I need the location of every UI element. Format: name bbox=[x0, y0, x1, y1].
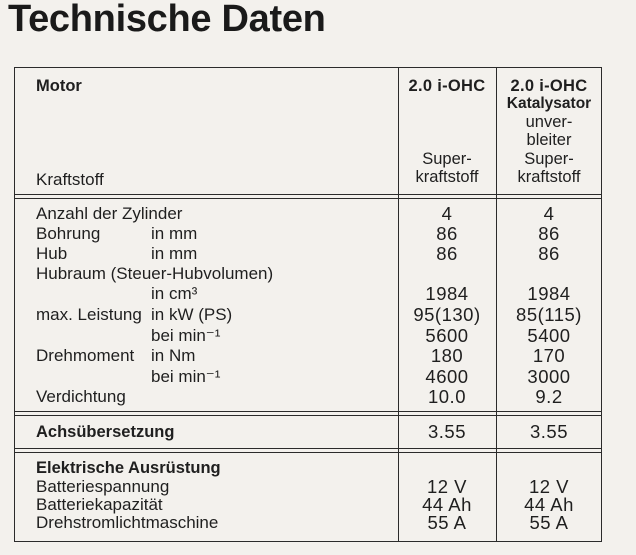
value-col-2: 44 Ah bbox=[524, 494, 574, 515]
value-col-2: 55 A bbox=[529, 512, 569, 533]
row-axle-ratio bbox=[0, 422, 636, 442]
value-col-2: 9.2 bbox=[535, 386, 563, 407]
row-bore bbox=[0, 224, 636, 244]
value-col-2: 85(115) bbox=[516, 304, 582, 325]
row-label: Bohrung bbox=[36, 224, 101, 243]
value-col-2: 12 V bbox=[528, 476, 570, 497]
row-unit: in cm³ bbox=[151, 284, 198, 303]
row-stroke bbox=[0, 244, 636, 264]
value-col-2: 86 bbox=[538, 243, 560, 264]
row-unit: in mm bbox=[151, 244, 198, 263]
value-col-2: 86 bbox=[538, 223, 560, 244]
electrical-heading: Elektrische Ausrüstung bbox=[36, 459, 221, 477]
value-col-1: 5600 bbox=[425, 325, 469, 346]
row-label: Hubraum (Steuer-Hubvolumen) bbox=[36, 264, 274, 283]
axle-label: Achsübersetzung bbox=[36, 423, 175, 441]
column-1-fuel-line: kraftstoff bbox=[415, 168, 479, 186]
value-col-1: 1984 bbox=[425, 283, 469, 304]
row-displacement bbox=[0, 284, 636, 304]
value-col-2: 5400 bbox=[527, 325, 571, 346]
row-torque-rpm bbox=[0, 367, 636, 387]
value-col-1: 4 bbox=[441, 203, 453, 224]
row-label: Hub bbox=[36, 244, 68, 263]
row-power-rpm bbox=[0, 326, 636, 346]
row-displacement-label bbox=[0, 264, 636, 284]
column-2-fuel-line: unver- bbox=[525, 113, 573, 131]
engine-separator bbox=[14, 411, 602, 416]
value-col-1: 86 bbox=[436, 243, 458, 264]
column-2-fuel-line: bleiter bbox=[526, 131, 572, 149]
value-col-1: 86 bbox=[436, 223, 458, 244]
value-col-1: 55 A bbox=[427, 512, 467, 533]
column-2-variant: Katalysator bbox=[506, 95, 592, 112]
value-col-2: 170 bbox=[532, 345, 566, 366]
row-label: Drehstromlichtmaschine bbox=[36, 513, 219, 532]
electrical-heading-row bbox=[0, 458, 636, 478]
row-label: Batteriekapazität bbox=[36, 495, 163, 514]
row-unit: bei min⁻¹ bbox=[151, 326, 221, 345]
column-2-fuel-line: kraftstoff bbox=[517, 168, 581, 186]
column-2-model: 2.0 i-OHC bbox=[510, 77, 588, 95]
row-unit: in mm bbox=[151, 224, 198, 243]
row-label: Verdichtung bbox=[36, 387, 126, 406]
value-col-1: 3.55 bbox=[427, 421, 466, 442]
row-unit: in Nm bbox=[151, 346, 196, 365]
value-col-1: 10.0 bbox=[427, 386, 466, 407]
column-1-fuel-line: Super- bbox=[422, 150, 472, 168]
row-label: max. Leistung bbox=[36, 305, 142, 324]
value-col-2: 3000 bbox=[527, 366, 571, 387]
value-col-2: 4 bbox=[543, 203, 555, 224]
value-col-1: 44 Ah bbox=[422, 494, 472, 515]
row-power bbox=[0, 305, 636, 325]
value-col-1: 12 V bbox=[426, 476, 468, 497]
header-separator bbox=[14, 194, 602, 199]
row-alternator bbox=[0, 513, 636, 533]
column-1-model: 2.0 i-OHC bbox=[408, 77, 486, 95]
value-col-2: 3.55 bbox=[529, 421, 568, 442]
row-cylinders bbox=[0, 204, 636, 224]
column-2-fuel-line: Super- bbox=[524, 150, 574, 168]
value-col-2: 1984 bbox=[527, 283, 571, 304]
value-col-1: 4600 bbox=[425, 366, 469, 387]
row-label: Batteriespannung bbox=[36, 477, 170, 496]
row-label: Anzahl der Zylinder bbox=[36, 204, 183, 223]
row-unit: in kW (PS) bbox=[151, 305, 233, 324]
row-torque bbox=[0, 346, 636, 366]
value-col-1: 180 bbox=[430, 345, 464, 366]
row-compression bbox=[0, 387, 636, 407]
axle-separator bbox=[14, 448, 602, 453]
header-fuel-label: Kraftstoff bbox=[36, 170, 104, 189]
value-col-1: 95(130) bbox=[413, 304, 481, 325]
row-label: Drehmoment bbox=[36, 346, 135, 365]
header-motor-label: Motor bbox=[36, 77, 82, 95]
row-unit: bei min⁻¹ bbox=[151, 367, 221, 386]
page-title: Technische Daten bbox=[8, 0, 326, 40]
